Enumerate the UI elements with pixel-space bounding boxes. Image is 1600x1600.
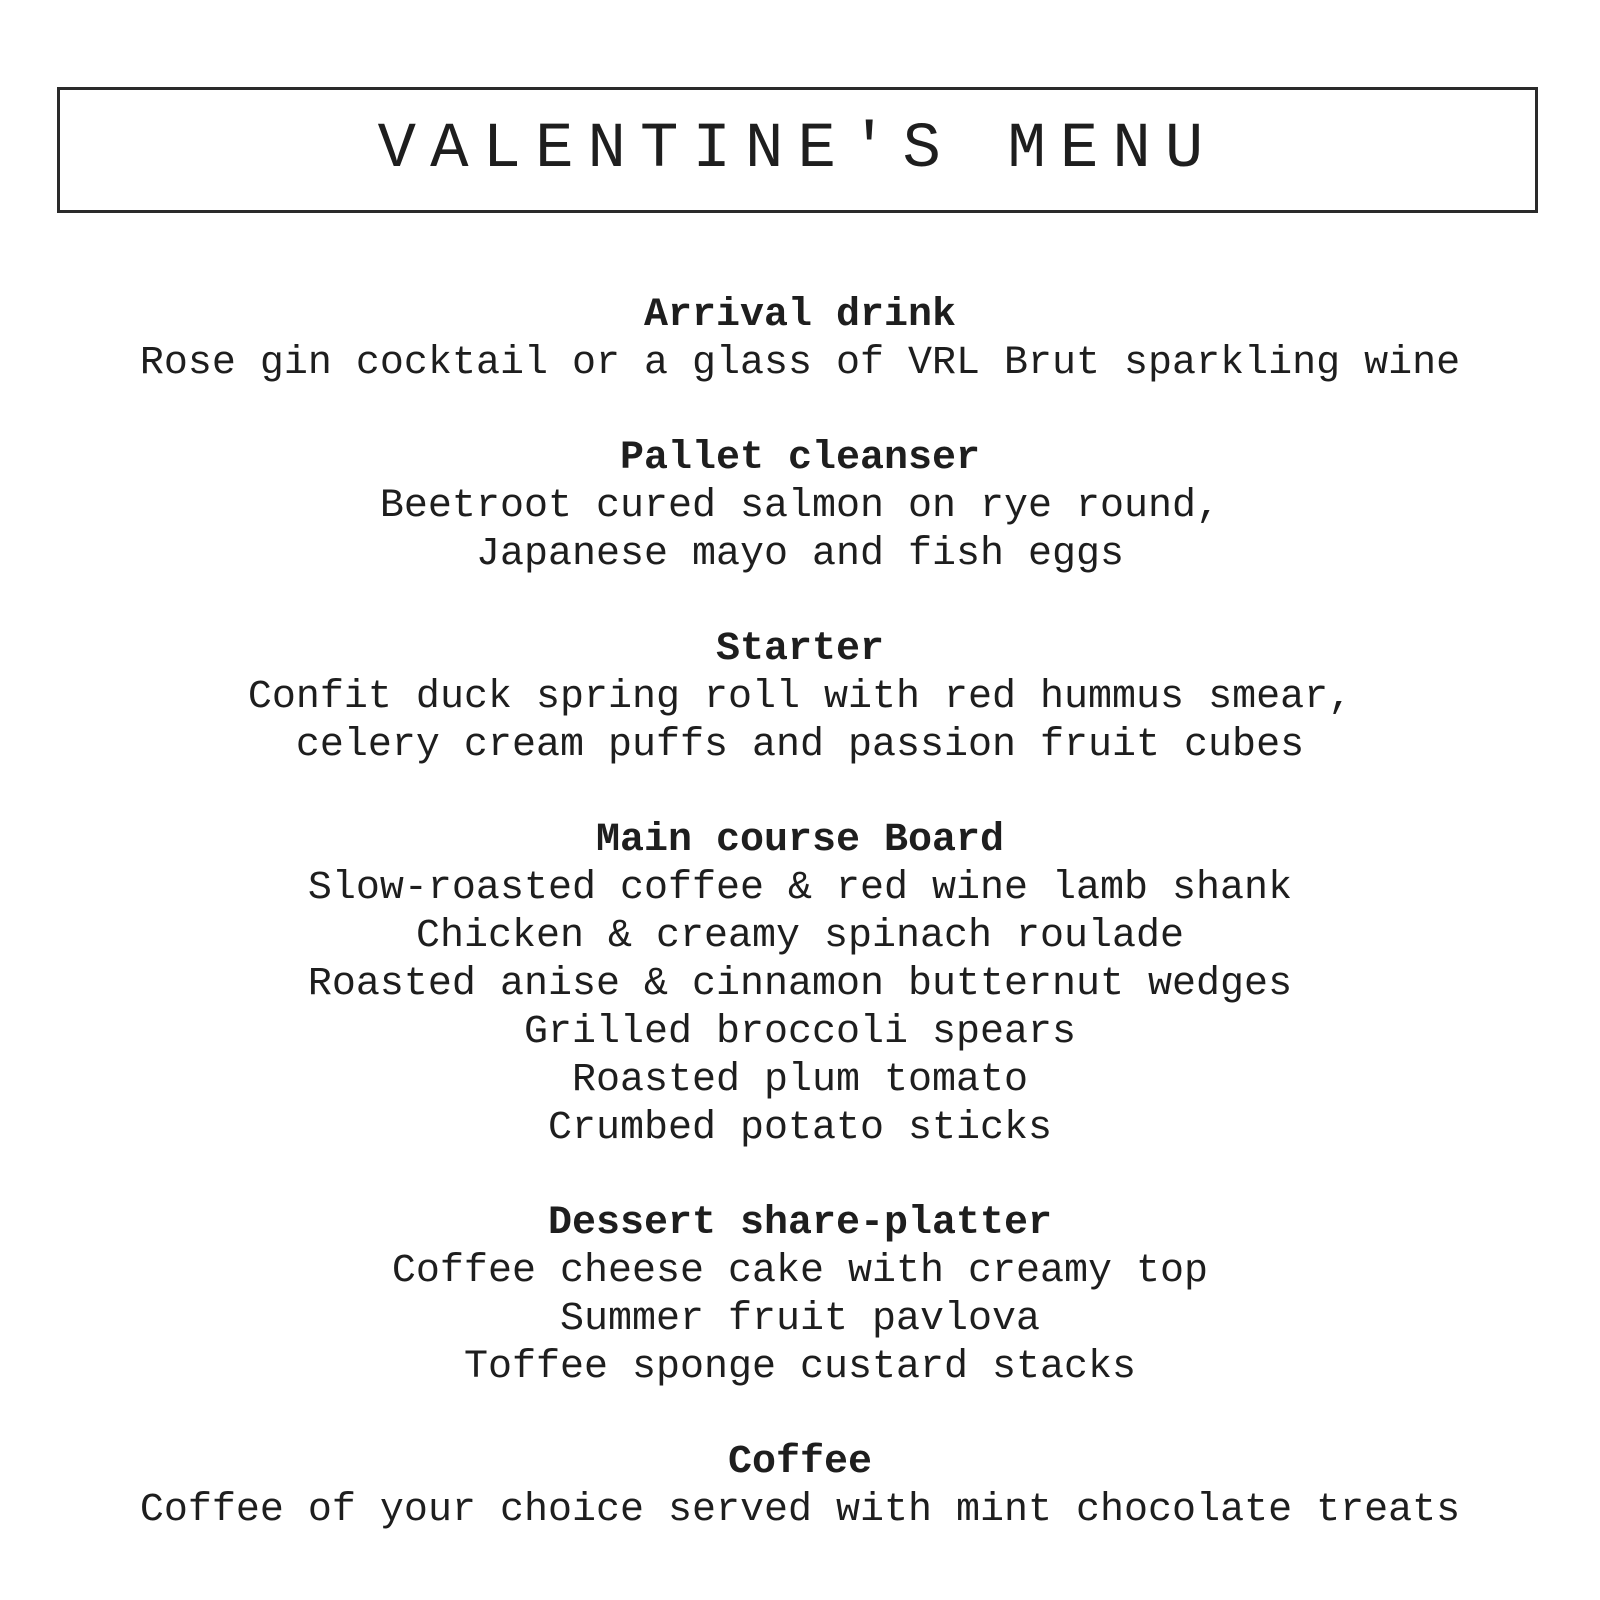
menu-item-line: Confit duck spring roll with red hummus smear,: [247, 675, 1353, 720]
menu-body: [0, 292, 1600, 1535]
menu-item-line: Grilled broccoli spears: [523, 1010, 1077, 1055]
menu-item-line: Chicken & creamy spinach roulade: [415, 914, 1185, 959]
menu-item-line: Rose gin cocktail or a glass of VRL Brut sparkling wine: [139, 341, 1461, 386]
menu-item-line: Crumbed potato sticks: [547, 1106, 1053, 1151]
menu-section-coffee: [0, 1439, 1600, 1535]
menu-item-line: celery cream puffs and passion fruit cubes: [295, 723, 1305, 768]
menu-item-line: Roasted anise & cinnamon butternut wedges: [307, 962, 1293, 1007]
section-heading: Arrival drink: [643, 293, 957, 338]
menu-item-line: Coffee cheese cake with creamy top: [391, 1249, 1209, 1294]
section-heading: Starter: [715, 627, 885, 672]
menu-section-starter: [0, 626, 1600, 770]
menu-section-main-course-board: [0, 817, 1600, 1153]
section-heading: Pallet cleanser: [619, 436, 981, 481]
menu-item-line: Roasted plum tomato: [571, 1058, 1029, 1103]
menu-item-line: Japanese mayo and fish eggs: [475, 532, 1125, 577]
section-heading: Dessert share-platter: [547, 1201, 1053, 1246]
menu-item-line: Slow-roasted coffee & red wine lamb shank: [307, 866, 1293, 911]
section-heading: Coffee: [727, 1440, 873, 1485]
menu-section-arrival-drink: [0, 292, 1600, 388]
menu-item-line: Toffee sponge custard stacks: [463, 1345, 1137, 1390]
menu-item-line: Summer fruit pavlova: [559, 1297, 1041, 1342]
menu-section-pallet-cleanser: [0, 435, 1600, 579]
menu-item-line: Beetroot cured salmon on rye round,: [379, 484, 1221, 529]
menu-item-line: Coffee of your choice served with mint chocolate treats: [139, 1488, 1461, 1533]
menu-title: VALENTINE'S MENU: [377, 114, 1218, 186]
section-heading: Main course Board: [595, 818, 1005, 863]
menu-title-box: [57, 87, 1538, 213]
menu-section-dessert-share-platter: [0, 1200, 1600, 1392]
